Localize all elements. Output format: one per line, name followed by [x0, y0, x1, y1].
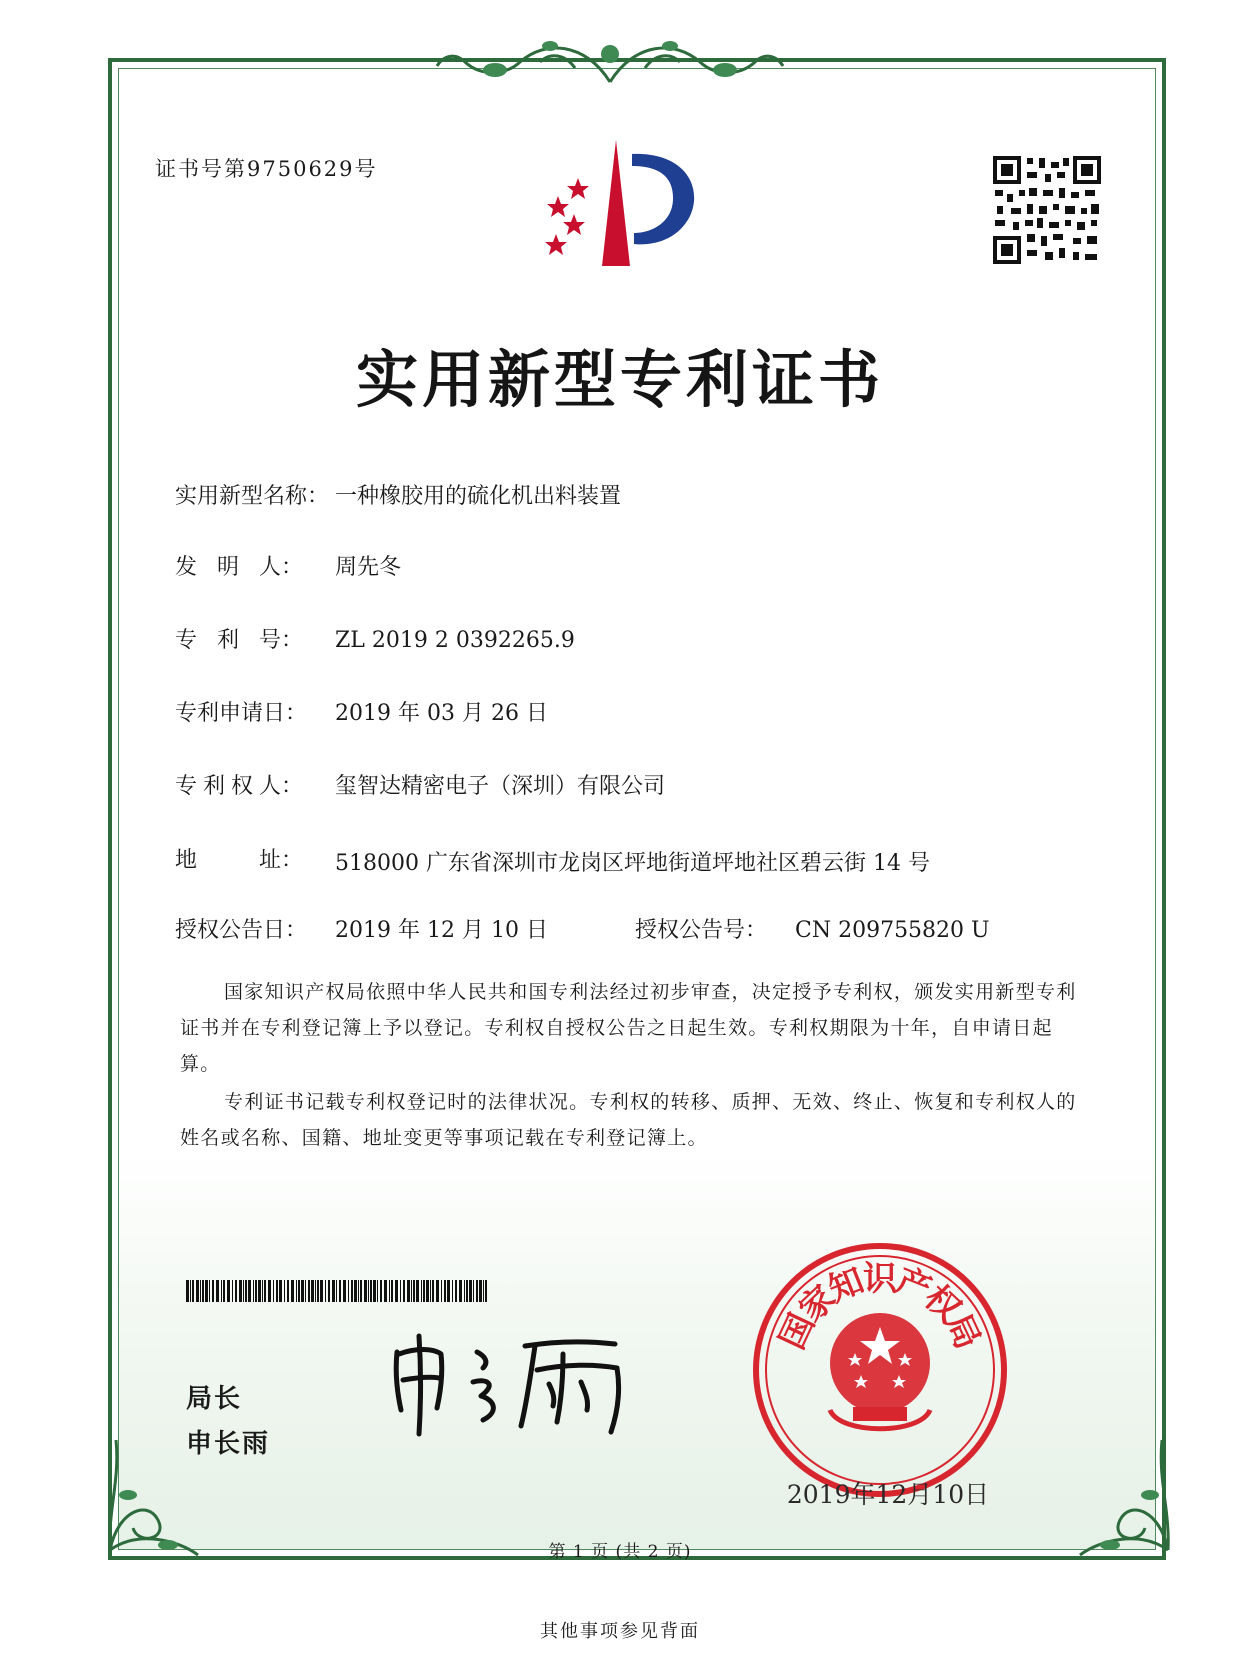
legal-status-paragraph: 专利证书记载专利权登记时的法律状况。专利权的转移、质押、无效、终止、恢复和专利权人的姓名或名称、国籍、地址变更等事项记载在专利登记簿上。	[180, 1091, 1077, 1149]
inventor-value: 周先冬	[335, 555, 402, 580]
barcode-icon	[186, 1280, 491, 1302]
certificate-number: 证书号第9750629号	[155, 157, 378, 181]
page-indicator: 第 1 页 (共 2 页)	[548, 1542, 692, 1562]
seal-char: 国	[772, 1307, 823, 1356]
seal-char: 局	[937, 1307, 988, 1356]
utility-model-name-label: 实用新型名称：	[175, 484, 330, 509]
grant-announcement-date-value: 2019 年 12 月 10 日	[335, 918, 548, 943]
qr-code-icon	[993, 156, 1101, 264]
utility-model-name-value: 一种橡胶用的硫化机出料装置	[335, 484, 622, 509]
patent-office-emblem-icon	[528, 138, 708, 288]
seal-char: 权	[916, 1277, 969, 1331]
patentee-value: 玺智达精密电子（深圳）有限公司	[335, 774, 666, 799]
official-seal	[745, 1235, 1015, 1505]
top-floral-ornament	[425, 32, 795, 90]
certificate-title: 实用新型专利证书	[355, 343, 884, 416]
inventor-label: 发 明 人：	[175, 555, 303, 580]
patent-number-value: ZL 2019 2 0392265.9	[335, 628, 575, 653]
back-side-note: 其他事项参见背面	[540, 1621, 700, 1642]
grant-announcement-date-label: 授权公告日：	[175, 918, 308, 943]
seal-char: 产	[890, 1260, 937, 1311]
patent-number-label: 专 利 号：	[175, 628, 303, 653]
application-date-label: 专利申请日：	[175, 701, 308, 726]
address-value: 518000 广东省深圳市龙岗区坪地街道坪地社区碧云街 14 号	[335, 851, 930, 876]
director-signature	[385, 1322, 645, 1442]
grant-announcement-number-value: CN 209755820 U	[795, 918, 990, 943]
address-label: 地 址：	[175, 848, 303, 873]
patentee-label: 专 利 权 人：	[175, 774, 303, 799]
stamp-date: 2019年12月10日	[786, 1480, 990, 1509]
application-date-value: 2019 年 03 月 26 日	[335, 701, 548, 726]
seal-char: 知	[823, 1260, 870, 1311]
grant-announcement-number-label: 授权公告号：	[635, 918, 768, 943]
director-title: 局长	[186, 1384, 243, 1414]
director-name: 申长雨	[186, 1429, 271, 1459]
grant-statement-paragraph: 国家知识产权局依照中华人民共和国专利法经过初步审查，决定授予专利权，颁发实用新型专利证书并在专利登记簿上予以登记。专利权自授权公告之日起生效。专利权期限为十年，自申请日起算。	[180, 981, 1077, 1075]
seal-char: 家	[791, 1277, 844, 1331]
seal-char: 识	[863, 1259, 897, 1299]
